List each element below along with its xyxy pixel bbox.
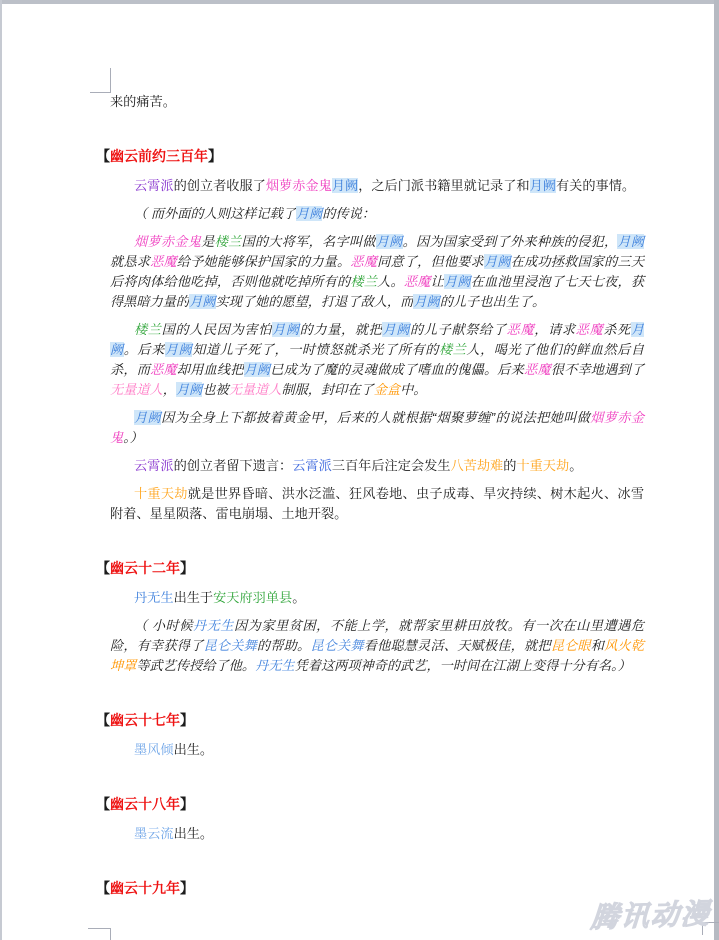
paragraph (110, 176, 644, 196)
colored-term: 云霄派 (134, 178, 174, 193)
highlighted-term: 月阙 (189, 294, 216, 309)
text-run: （ 而外面的人则这样记载了 (134, 206, 296, 221)
colored-term: 墨云流 (134, 826, 174, 841)
highlighted-term: 月阙 (375, 234, 403, 249)
text-run: 的 (503, 458, 517, 473)
watermark: 腾讯动漫 (589, 897, 712, 934)
text-run: 就恳求 (110, 254, 151, 269)
text-run: 】 (180, 880, 194, 896)
text-run: 在成功拯救国家的三天后将肉体给他吃掉，否则他就吃掉所有的 (110, 254, 645, 289)
colored-term: 楼兰 (350, 274, 378, 289)
colored-term: 金盒 (373, 382, 401, 397)
paragraph (110, 320, 644, 400)
text-run: 幽云十二年 (110, 560, 180, 576)
text-run: 来的痛苦。 (110, 94, 176, 109)
text-run: 人，喝光了他们的鲜血然后自杀，而 (110, 342, 645, 377)
highlighted-term: 月阙 (617, 234, 645, 249)
text-run: 很不幸地遇到了 (550, 362, 645, 377)
colored-term: 丹无生 (192, 618, 234, 633)
colored-term: 昆仑关舞 (310, 638, 364, 653)
text-run: 人。 (377, 274, 404, 289)
paragraph (110, 740, 644, 760)
section-header (96, 146, 644, 166)
colored-term: 恶魔 (575, 322, 604, 337)
text-run: 的儿子也出生了。 (439, 294, 546, 309)
section-header (96, 710, 644, 730)
text-run: 却用血线把 (176, 362, 244, 377)
text-run: ， (162, 382, 176, 397)
highlighted-term: 月阙 (529, 178, 556, 193)
text-run: 的创立者收服了 (173, 178, 266, 193)
text-run: 实现了她的愿望，打退了敌人，而 (215, 294, 414, 309)
text-run: 看他聪慧灵活、天赋极佳，就把 (363, 638, 551, 653)
text-run: 。） (123, 430, 143, 445)
text-run: 【 (96, 560, 110, 576)
text-run: 已成为了魔的灵魂做成了嗜血的傀儡。后来 (270, 362, 525, 377)
colored-term: 恶魔 (403, 274, 431, 289)
highlighted-term: 月阙 (331, 178, 359, 193)
text-run: 同意了，但他要求 (377, 254, 484, 269)
text-run: 的力量，就把 (299, 322, 383, 337)
text-run: 国的人民因为害怕 (161, 322, 273, 337)
text-run: 的创立者留下遗言： (173, 458, 293, 473)
colored-term: 丹无生 (255, 658, 295, 673)
highlighted-term: 月阙 (175, 382, 203, 397)
text-run: 】 (208, 148, 222, 164)
text-run: （ 小时候 (134, 618, 193, 633)
crop-mark-bottom-left (88, 928, 111, 940)
text-run: 三百年后注定会发生 (331, 458, 451, 473)
colored-term: 云霄派 (292, 458, 332, 473)
text-run: 等武艺传授给了他。 (136, 658, 256, 673)
text-run: 出生于 (173, 590, 214, 605)
text-run: 。后来 (123, 342, 165, 357)
highlighted-term: 月阙 (164, 342, 193, 357)
paragraph (110, 456, 644, 476)
text-run: 【 (96, 880, 110, 896)
paragraph (110, 204, 644, 224)
text-run: 的帮助。 (256, 638, 311, 653)
highlighted-term: 月阙 (413, 294, 440, 309)
text-run: 幽云前约三百年 (110, 148, 208, 164)
text-run: 的儿子献祭给了 (410, 322, 507, 337)
text-run: 让 (430, 274, 444, 289)
text-run: 凭着这两项神奇的武艺，一时间在江湖上变得十分有名。） (294, 658, 631, 673)
text-run: 国的大将军，名字叫做 (241, 234, 376, 249)
text-run: 幽云十八年 (110, 796, 180, 812)
colored-term: 八苦劫难 (450, 458, 504, 473)
highlighted-term: 月阙 (134, 410, 162, 425)
text-run: 中。 (400, 382, 427, 397)
colored-term: 安天府羽单县 (213, 590, 293, 605)
text-run: 制服，封印在了 (281, 382, 374, 397)
paragraph (110, 92, 644, 112)
text-run: 。因为国家受到了外来种族的侵犯， (402, 234, 618, 249)
colored-term: 无量道人 (228, 382, 282, 397)
colored-term: 烟萝赤金鬼 (110, 410, 645, 445)
section-header (96, 794, 644, 814)
text-run: 【 (96, 796, 110, 812)
colored-term: 云霄派 (134, 458, 174, 473)
text-run: 幽云十九年 (110, 880, 180, 896)
colored-term: 无量道人 (110, 382, 163, 397)
colored-term: 烟萝赤金鬼 (134, 234, 202, 249)
highlighted-term: 月阙 (483, 254, 511, 269)
highlighted-term: 月阙 (443, 274, 471, 289)
colored-term: 昆仑眼 (550, 638, 591, 653)
highlighted-term: 月阙 (295, 206, 323, 221)
colored-term: 楼兰 (214, 234, 242, 249)
paragraph (110, 232, 644, 312)
colored-term: 恶魔 (524, 362, 551, 377)
section-header (96, 558, 644, 578)
text-run: 也被 (202, 382, 229, 397)
text-run: 在血池里浸泡了七天七夜，获得黑暗力量的 (110, 274, 645, 309)
colored-term: 丹无生 (134, 590, 174, 605)
text-run: ，请求 (534, 322, 576, 337)
colored-term: 十重天劫 (134, 486, 188, 501)
colored-term: 楼兰 (134, 322, 162, 337)
paragraph (110, 408, 644, 448)
paragraph (110, 484, 644, 524)
text-run: 因为家里贫困，不能上学，就帮家里耕田放牧。有一次在山里遭遇危险，有幸获得了 (110, 618, 645, 653)
text-run: 【 (96, 712, 110, 728)
text-run: 【 (96, 148, 110, 164)
highlighted-term: 月阙 (243, 362, 271, 377)
colored-term: 恶魔 (150, 362, 177, 377)
colored-term: 昆仑关舞 (203, 638, 257, 653)
colored-term: 风火乾坤罩 (110, 638, 645, 673)
colored-term: 恶魔 (150, 254, 177, 269)
text-run: 就是世界昏暗、洪水泛滥、狂风卷地、虫子成毒、旱灾持续、树木起火、冰雪附着、星星陨落、雷电崩塌、土地开裂。 (110, 486, 645, 521)
text-run: 】 (180, 796, 194, 812)
text-run: 给予她能够保护国家的力量。 (176, 254, 351, 269)
text-run: 】 (180, 560, 194, 576)
text-run: 因为全身上下都披着黄金甲，后来的人就根据“烟聚萝缠”的说法把她叫做 (161, 410, 591, 425)
text-run: 有关的事情。 (556, 178, 636, 193)
colored-term: 烟萝赤金鬼 (265, 178, 332, 193)
text-run: 出生。 (173, 826, 214, 841)
colored-term: 恶魔 (506, 322, 535, 337)
text-run: 知道儿子死了，一时愤怒就杀光了所有的 (192, 342, 439, 357)
text-run: 。 (569, 458, 583, 473)
text-run: 。 (292, 590, 306, 605)
text-run: 幽云十七年 (110, 712, 180, 728)
text-run: 】 (180, 712, 194, 728)
highlighted-term: 月阙 (272, 322, 300, 337)
text-run: 杀死 (603, 322, 631, 337)
colored-term: 恶魔 (350, 254, 378, 269)
paragraph (110, 588, 644, 608)
highlighted-term: 月阙 (110, 322, 645, 357)
colored-term: 楼兰 (438, 342, 467, 357)
text-run: 出生。 (173, 742, 214, 757)
text-run: 和 (590, 638, 605, 653)
section-header (96, 878, 644, 898)
paragraph (110, 824, 644, 844)
highlighted-term: 月阙 (382, 322, 411, 337)
text-run: ，之后门派书籍里就记录了和 (358, 178, 530, 193)
paragraph (110, 616, 644, 676)
text-run: 的传说： (322, 206, 376, 221)
text-run: 是 (201, 234, 215, 249)
colored-term: 墨风倾 (134, 742, 174, 757)
colored-term: 十重天劫 (516, 458, 570, 473)
document-content (96, 92, 645, 898)
